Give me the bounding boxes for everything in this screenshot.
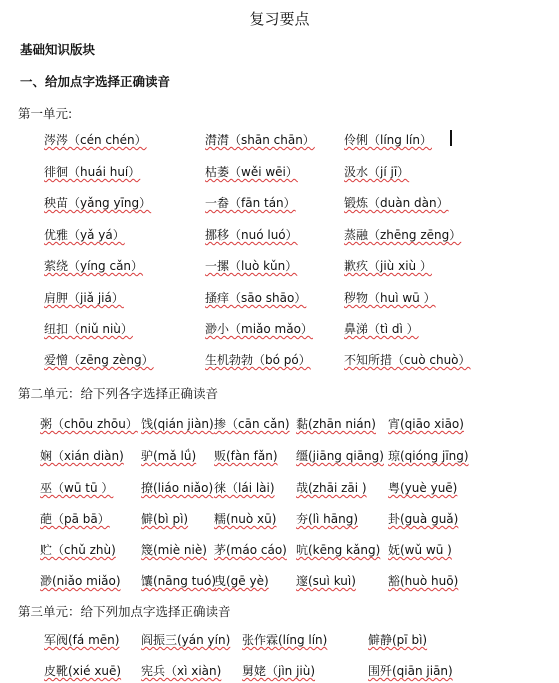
text-cursor bbox=[450, 130, 452, 146]
unit2-label: 第二单元：给下列各字选择正确读音 bbox=[18, 386, 219, 401]
pinyin-item: 葩（pā bā） bbox=[40, 512, 110, 526]
pinyin-row bbox=[0, 447, 559, 467]
sub-heading: 一、给加点字选择正确读音 bbox=[20, 74, 171, 89]
pinyin-row bbox=[0, 163, 559, 183]
pinyin-item: 僻静(pī bì) bbox=[368, 633, 428, 647]
pinyin-item: 渺小（miǎo mǎo） bbox=[205, 322, 313, 336]
pinyin-item: 挪移（nuó luó） bbox=[205, 228, 298, 242]
pinyin-item: 潸潸（shān chān） bbox=[205, 133, 315, 147]
pinyin-item: 僻(bì pì) bbox=[141, 512, 189, 526]
pinyin-item: 不知所措（cuò chuò） bbox=[344, 353, 471, 367]
pinyin-item: 糯(nuò xū) bbox=[214, 512, 277, 526]
pinyin-item: 军阀(fá mēn) bbox=[44, 633, 120, 647]
pinyin-item: 秽物（huì wū ） bbox=[344, 291, 436, 305]
pinyin-item: 吭(kēng kǎng) bbox=[296, 543, 381, 557]
pinyin-item: 驴(mǎ lǘ) bbox=[141, 449, 197, 463]
pinyin-item: 哉(zhāi zāi ) bbox=[296, 481, 367, 495]
pinyin-item: 缰(jiāng qiāng) bbox=[296, 449, 384, 463]
pinyin-item: 汲水（jí jī） bbox=[344, 165, 410, 179]
pinyin-item: 秧苗（yǎng yīng） bbox=[44, 196, 152, 210]
pinyin-item: 肩胛（jiǎ jiá） bbox=[44, 291, 124, 305]
section-heading: 基础知识版块 bbox=[20, 42, 96, 57]
pinyin-item: 围歼(qiān jiān) bbox=[368, 664, 453, 678]
pinyin-row bbox=[0, 351, 559, 371]
pinyin-row bbox=[0, 289, 559, 309]
pinyin-item: 生机勃勃（bó pó） bbox=[205, 353, 311, 367]
pinyin-item: 贮（chǔ zhù) bbox=[40, 543, 116, 557]
pinyin-row bbox=[0, 415, 559, 435]
pinyin-item: 妩(wǔ wū ) bbox=[388, 543, 452, 557]
pinyin-item: 张作霖(líng lín) bbox=[242, 633, 328, 647]
pinyin-item: 舅姥（jìn jiù) bbox=[242, 664, 316, 678]
pinyin-item: 一畚（fān tán） bbox=[205, 196, 296, 210]
pinyin-item: 粥（chōu zhōu） bbox=[40, 417, 138, 431]
pinyin-item: 萦绕（yíng cǎn） bbox=[44, 259, 144, 273]
pinyin-row bbox=[0, 194, 559, 214]
pinyin-item: 茅(máo cáo) bbox=[214, 543, 287, 557]
pinyin-item: 伶俐（líng lín） bbox=[344, 133, 432, 147]
pinyin-item: 粤(yuè yuē) bbox=[388, 481, 458, 495]
pinyin-item: 巫（wū tū ） bbox=[40, 481, 114, 495]
pinyin-row bbox=[0, 479, 559, 499]
pinyin-row bbox=[0, 572, 559, 592]
pinyin-item: 琼(qióng jīng) bbox=[388, 449, 469, 463]
pinyin-item: 娴（xián diàn) bbox=[40, 449, 124, 463]
pinyin-row bbox=[0, 541, 559, 561]
pinyin-item: 纽扣（niǔ niù） bbox=[44, 322, 133, 336]
pinyin-item: 篾(miè niè) bbox=[141, 543, 207, 557]
pinyin-item: 豁(huò huō) bbox=[388, 574, 459, 588]
pinyin-row bbox=[0, 131, 559, 151]
unit3-label: 第三单元：给下列加点字选择正确读音 bbox=[18, 604, 231, 619]
pinyin-item: 蒸融（zhēng zēng） bbox=[344, 228, 462, 242]
pinyin-item: 一摞（luò kǔn） bbox=[205, 259, 298, 273]
pinyin-item: 夯(lì hāng) bbox=[296, 512, 359, 526]
pinyin-item: 黏(zhān nián) bbox=[296, 417, 376, 431]
pinyin-item: 撩(liáo niǎo) bbox=[141, 481, 214, 495]
pinyin-item: 枯萎（wěi wēi） bbox=[205, 165, 298, 179]
pinyin-item: 掺（cān cǎn) bbox=[214, 417, 290, 431]
pinyin-item: 渺(niǎo miǎo) bbox=[40, 574, 121, 588]
unit1-label: 第一单元: bbox=[18, 106, 73, 121]
pinyin-item: 卦(guà guǎ) bbox=[388, 512, 459, 526]
pinyin-item: 徕（lái lài) bbox=[214, 481, 275, 495]
pinyin-item: 优雅（yǎ yá） bbox=[44, 228, 125, 242]
pinyin-item: 宵(qiāo xiāo) bbox=[388, 417, 464, 431]
pinyin-item: 歉疚（jiù xiù ） bbox=[344, 259, 432, 273]
pinyin-item: 贩(fàn fǎn) bbox=[214, 449, 278, 463]
pinyin-row bbox=[0, 510, 559, 530]
pinyin-item: 鼻涕（tì dì ） bbox=[344, 322, 419, 336]
pinyin-row bbox=[0, 631, 559, 651]
pinyin-item: 馕(nāng tuó) bbox=[141, 574, 217, 588]
document-title: 复习要点 bbox=[249, 10, 310, 28]
pinyin-row bbox=[0, 257, 559, 277]
pinyin-item: 徘徊（huái huí） bbox=[44, 165, 141, 179]
pinyin-item: 皮靴(xié xuē) bbox=[44, 664, 122, 678]
pinyin-item: 搔痒（sāo shāo） bbox=[205, 291, 307, 305]
pinyin-row bbox=[0, 662, 559, 682]
pinyin-item: 宪兵（xì xiàn) bbox=[141, 664, 222, 678]
pinyin-item: 阎振三(yán yín) bbox=[141, 633, 231, 647]
pinyin-item: 曳(gē yè) bbox=[214, 574, 269, 588]
pinyin-row bbox=[0, 320, 559, 340]
pinyin-item: 饯(qián jiàn) bbox=[141, 417, 214, 431]
pinyin-item: 爱憎（zēng zèng） bbox=[44, 353, 154, 367]
pinyin-item: 锻炼（duàn dàn） bbox=[344, 196, 449, 210]
pinyin-item: 邃(suì kuì) bbox=[296, 574, 356, 588]
pinyin-row bbox=[0, 226, 559, 246]
pinyin-item: 涔涔（cén chén） bbox=[44, 133, 147, 147]
